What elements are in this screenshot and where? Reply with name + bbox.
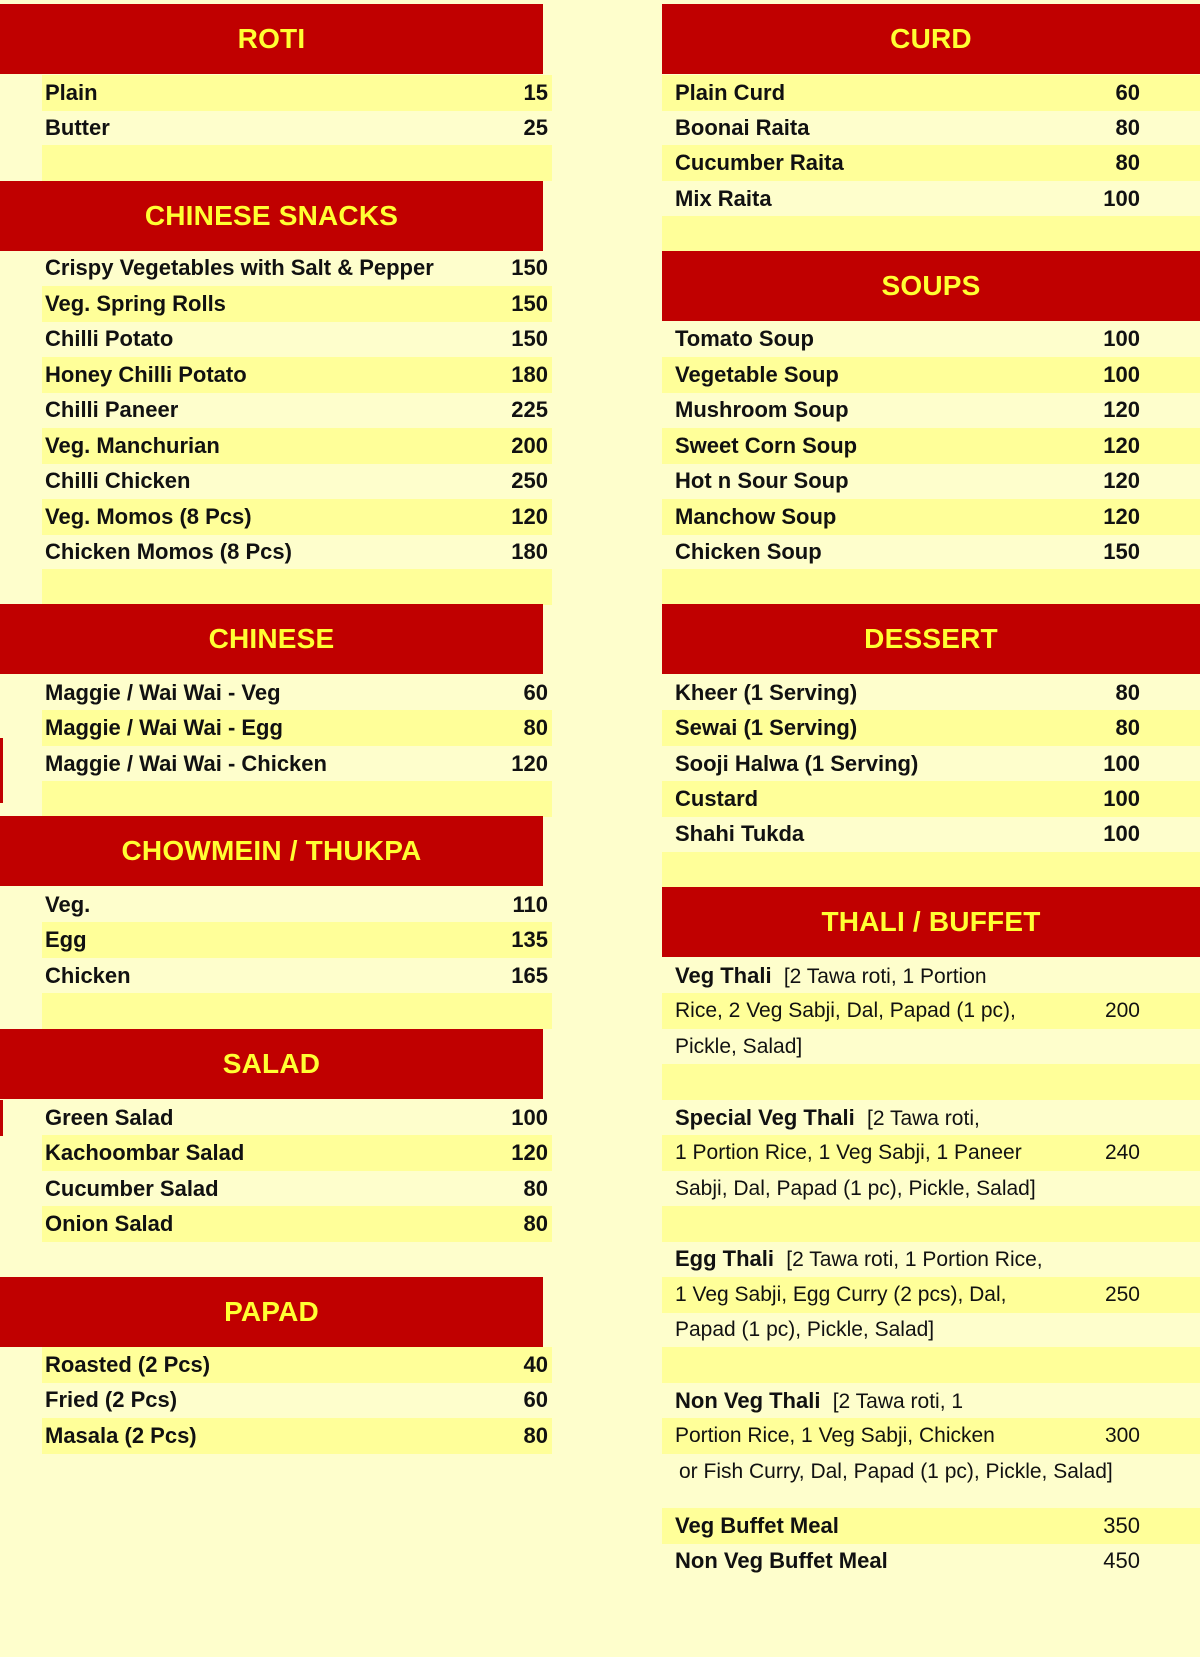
- left-edge-bar: [0, 738, 3, 803]
- menu-item: [662, 428, 1200, 464]
- menu-item: [42, 1382, 552, 1418]
- menu-item: [42, 1171, 552, 1207]
- thali-desc-row: [662, 1135, 1200, 1171]
- menu-item: [662, 145, 1200, 181]
- item-name: Mix Raita: [675, 185, 772, 211]
- thali-item-special-veg: [662, 1100, 1200, 1136]
- menu-item: [42, 392, 552, 428]
- item-price: 200: [511, 432, 548, 458]
- item-price: 120: [1103, 503, 1140, 529]
- item-price: 120: [511, 750, 548, 776]
- item-description: Rice, 2 Veg Sabji, Dal, Papad (1 pc),: [675, 998, 1016, 1022]
- section-header-chowmein-thukpa: CHOWMEIN / THUKPA: [0, 816, 543, 886]
- menu-item: [662, 675, 1200, 711]
- item-price: 60: [523, 1386, 548, 1412]
- menu-item: [42, 958, 552, 994]
- item-price: 250: [1104, 1282, 1140, 1306]
- menu-item: [662, 781, 1200, 817]
- menu-item: [662, 1543, 1200, 1579]
- item-description: [2 Tawa roti,: [866, 1106, 980, 1130]
- spacer-row: [42, 569, 552, 605]
- item-price: 120: [1103, 467, 1140, 493]
- item-name: Plain Curd: [675, 79, 786, 105]
- thali-desc-row: [662, 1418, 1200, 1454]
- section-header-curd: CURD: [662, 4, 1200, 74]
- item-price: 80: [1115, 149, 1140, 175]
- item-price: 80: [1115, 714, 1140, 740]
- item-price: 240: [1104, 1140, 1140, 1164]
- item-price: 300: [1104, 1423, 1140, 1447]
- spacer-row: [662, 1206, 1200, 1242]
- item-price: 350: [1103, 1512, 1140, 1538]
- item-price: 225: [511, 396, 548, 422]
- menu-item: [42, 250, 552, 286]
- menu-item: [662, 710, 1200, 746]
- thali-desc-row: [662, 1454, 1200, 1490]
- menu-item: [662, 392, 1200, 428]
- item-price: 150: [511, 290, 548, 316]
- thali-desc-row: [662, 1029, 1200, 1065]
- section-header-papad: PAPAD: [0, 1277, 543, 1347]
- section-header-chinese-snacks: CHINESE SNACKS: [0, 181, 543, 251]
- menu-item: [662, 746, 1200, 782]
- menu-item: [662, 1508, 1200, 1544]
- item-name: Crispy Vegetables with Salt & Pepper: [45, 254, 434, 280]
- item-name: Boonai Raita: [675, 114, 810, 140]
- menu-item: [42, 1347, 552, 1383]
- item-name: Chicken Momos (8 Pcs): [45, 538, 292, 564]
- item-name: Veg. Spring Rolls: [45, 290, 226, 316]
- item-name: Hot n Sour Soup: [675, 467, 849, 493]
- item-price: 100: [1103, 325, 1140, 351]
- item-name: Chicken Soup: [675, 538, 822, 564]
- item-price: 135: [511, 926, 548, 952]
- thali-desc-row: [662, 1277, 1200, 1313]
- menu-item: [662, 499, 1200, 535]
- item-price: 150: [1103, 538, 1140, 564]
- thali-name-line: [675, 963, 1200, 989]
- item-name: Shahi Tukda: [675, 820, 805, 846]
- menu-item: [42, 922, 552, 958]
- item-price: 110: [512, 891, 548, 917]
- item-name: Sooji Halwa (1 Serving): [675, 750, 919, 776]
- spacer-row: [662, 1347, 1200, 1383]
- thali-name-line: [675, 1388, 1200, 1414]
- item-price: 180: [511, 538, 548, 564]
- menu-item: [662, 534, 1200, 570]
- item-price: 150: [511, 254, 548, 280]
- item-name: Cucumber Salad: [45, 1175, 219, 1201]
- item-price: 80: [523, 1422, 548, 1448]
- thali-name-line: [675, 1246, 1200, 1272]
- item-description: 1 Veg Sabji, Egg Curry (2 pcs), Dal,: [675, 1282, 1007, 1306]
- item-price: 100: [511, 1104, 548, 1130]
- item-name: Chicken: [45, 962, 131, 988]
- menu-item: [42, 428, 552, 464]
- item-name: Egg Thali: [675, 1245, 774, 1271]
- item-description: [2 Tawa roti, 1 Portion: [783, 964, 987, 988]
- thali-item-veg: [662, 958, 1200, 994]
- menu-item: [662, 110, 1200, 146]
- item-price: 200: [1104, 998, 1140, 1022]
- menu-item: [42, 710, 552, 746]
- spacer-row: [662, 1064, 1200, 1100]
- item-price: 100: [1103, 820, 1140, 846]
- item-price: 100: [1103, 185, 1140, 211]
- item-price: 100: [1103, 361, 1140, 387]
- item-name: Maggie / Wai Wai - Egg: [45, 714, 283, 740]
- item-name: Veg Thali: [675, 962, 772, 988]
- item-description: or Fish Curry, Dal, Papad (1 pc), Pickle, Salad]: [679, 1459, 1113, 1483]
- menu-item: [42, 1100, 552, 1136]
- item-name: Butter: [45, 114, 110, 140]
- item-price: 120: [1103, 432, 1140, 458]
- section-header-salad: SALAD: [0, 1029, 543, 1099]
- item-price: 80: [1115, 114, 1140, 140]
- item-description: 1 Portion Rice, 1 Veg Sabji, 1 Paneer: [675, 1140, 1022, 1164]
- item-name: Onion Salad: [45, 1210, 174, 1236]
- menu-item: [42, 75, 552, 111]
- item-price: 40: [523, 1351, 548, 1377]
- menu-item: [42, 286, 552, 322]
- menu-item: [662, 357, 1200, 393]
- item-name: Roasted (2 Pcs): [45, 1351, 211, 1377]
- menu-item: [42, 887, 552, 923]
- spacer-row: [42, 993, 552, 1029]
- spacer-row: [662, 852, 1200, 888]
- menu-item: [662, 463, 1200, 499]
- item-name: Non Veg Buffet Meal: [675, 1547, 888, 1573]
- item-price: 450: [1103, 1547, 1140, 1573]
- item-description: Pickle, Salad]: [675, 1034, 803, 1058]
- item-price: 80: [523, 714, 548, 740]
- item-price: 80: [1115, 679, 1140, 705]
- spacer-row: [662, 569, 1200, 605]
- thali-item-non-veg: [662, 1383, 1200, 1419]
- item-price: 165: [511, 962, 548, 988]
- spacer-row: [42, 145, 552, 181]
- item-name: Maggie / Wai Wai - Chicken: [45, 750, 327, 776]
- item-price: 80: [523, 1210, 548, 1236]
- section-header-thali-buffet: THALI / BUFFET: [662, 887, 1200, 957]
- menu-item: [42, 1206, 552, 1242]
- item-name: Green Salad: [45, 1104, 174, 1130]
- item-description: [2 Tawa roti, 1: [832, 1389, 964, 1413]
- item-name: Maggie / Wai Wai - Veg: [45, 679, 281, 705]
- item-price: 15: [523, 79, 548, 105]
- item-price: 60: [1115, 79, 1140, 105]
- menu-item: [42, 675, 552, 711]
- menu-item: [42, 110, 552, 146]
- item-name: Special Veg Thali: [675, 1104, 855, 1130]
- item-name: Mushroom Soup: [675, 396, 849, 422]
- item-price: 60: [523, 679, 548, 705]
- item-name: Veg. Manchurian: [45, 432, 220, 458]
- item-name: Veg. Momos (8 Pcs): [45, 503, 252, 529]
- spacer-row: [662, 216, 1200, 252]
- item-name: Custard: [675, 785, 759, 811]
- item-name: Fried (2 Pcs): [45, 1386, 178, 1412]
- item-name: Egg: [45, 926, 87, 952]
- menu-item: [42, 357, 552, 393]
- spacer-row: [42, 781, 552, 817]
- item-name: Non Veg Thali: [675, 1387, 821, 1413]
- item-description: Portion Rice, 1 Veg Sabji, Chicken: [675, 1423, 995, 1447]
- thali-name-line: [675, 1105, 1200, 1131]
- left-edge-bar: [0, 1100, 3, 1136]
- item-name: Veg Buffet Meal: [675, 1512, 839, 1538]
- item-name: Chilli Paneer: [45, 396, 179, 422]
- thali-desc-row: [662, 1312, 1200, 1348]
- item-price: 120: [511, 503, 548, 529]
- item-name: Veg.: [45, 891, 91, 917]
- item-name: Sweet Corn Soup: [675, 432, 858, 458]
- item-price: 100: [1103, 785, 1140, 811]
- item-name: Vegetable Soup: [675, 361, 839, 387]
- item-name: Kheer (1 Serving): [675, 679, 858, 705]
- item-name: Plain: [45, 79, 98, 105]
- menu-item: [42, 463, 552, 499]
- menu-item: [42, 534, 552, 570]
- item-name: Masala (2 Pcs): [45, 1422, 197, 1448]
- item-price: 120: [1103, 396, 1140, 422]
- item-price: 250: [511, 467, 548, 493]
- item-name: Cucumber Raita: [675, 149, 844, 175]
- section-header-roti: ROTI: [0, 4, 543, 74]
- menu-item: [42, 1418, 552, 1454]
- item-price: 180: [511, 361, 548, 387]
- item-name: Chilli Potato: [45, 325, 174, 351]
- menu-item: [662, 181, 1200, 217]
- item-price: 100: [1103, 750, 1140, 776]
- item-description: Papad (1 pc), Pickle, Salad]: [675, 1317, 935, 1341]
- item-name: Honey Chilli Potato: [45, 361, 247, 387]
- thali-item-egg: [662, 1241, 1200, 1277]
- menu-item: [662, 816, 1200, 852]
- section-header-chinese: CHINESE: [0, 604, 543, 674]
- menu-item: [662, 321, 1200, 357]
- menu-item: [42, 1135, 552, 1171]
- item-name: Tomato Soup: [675, 325, 814, 351]
- section-header-dessert: DESSERT: [662, 604, 1200, 674]
- item-name: Kachoombar Salad: [45, 1139, 245, 1165]
- menu-item: [662, 75, 1200, 111]
- menu-item: [42, 746, 552, 782]
- item-description: [2 Tawa roti, 1 Portion Rice,: [786, 1247, 1043, 1271]
- item-name: Sewai (1 Serving): [675, 714, 858, 740]
- menu-item: [42, 321, 552, 357]
- item-description: Sabji, Dal, Papad (1 pc), Pickle, Salad]: [675, 1176, 1036, 1200]
- item-price: 80: [523, 1175, 548, 1201]
- menu-item: [42, 499, 552, 535]
- item-price: 120: [511, 1139, 548, 1165]
- thali-desc-row: [662, 1171, 1200, 1207]
- thali-desc-row: [662, 993, 1200, 1029]
- item-name: Manchow Soup: [675, 503, 837, 529]
- section-header-soups: SOUPS: [662, 251, 1200, 321]
- item-price: 25: [523, 114, 548, 140]
- item-name: Chilli Chicken: [45, 467, 191, 493]
- item-price: 150: [511, 325, 548, 351]
